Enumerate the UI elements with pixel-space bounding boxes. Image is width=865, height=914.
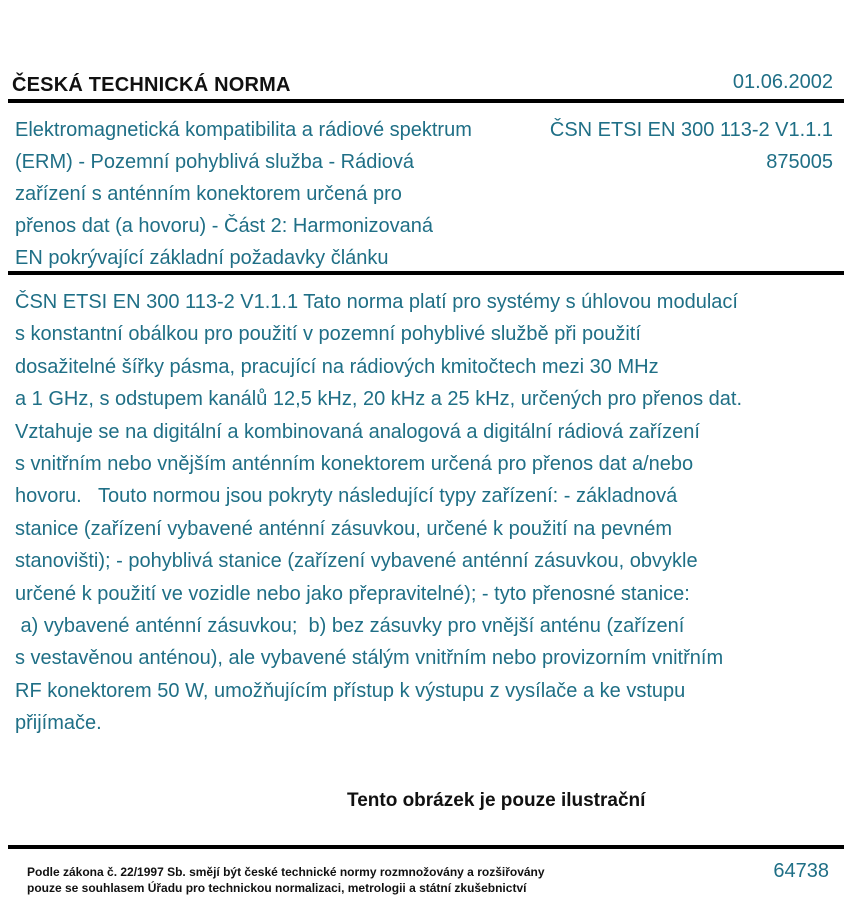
scope-line: ČSN ETSI EN 300 113-2 V1.1.1 Tato norma platí pro systémy s úhlovou modulací bbox=[15, 291, 738, 313]
standard-title-line: EN pokrývající základní požadavky článku bbox=[15, 247, 389, 269]
scope-line: a) vybavené anténní zásuvkou; b) bez zásuvky pro vnější anténu (zařízení bbox=[15, 615, 685, 638]
scope-line: s vestavěnou anténou), ale vybavené stálým vnitřním nebo provizorním vnitřním bbox=[15, 647, 724, 670]
copyright-notice bbox=[27, 864, 545, 896]
scope-line: RF konektorem 50 W, umožňujícím přístup k výstupu z vysílače a ke vstupu bbox=[15, 679, 686, 702]
standard-title-line: přenos dat (a hovoru) - Část 2: Harmonizovaná bbox=[15, 215, 433, 237]
scope-line: určené k použití ve vozidle nebo jako přepravitelné); - tyto přenosné stanice: bbox=[15, 582, 690, 605]
bottom-divider bbox=[8, 845, 844, 849]
standard-title-line: Elektromagnetická kompatibilita a rádiové spektrum bbox=[15, 119, 472, 141]
standard-title-line: zařízení s anténním konektorem určená pro bbox=[15, 183, 402, 205]
catalog-code: 64738 bbox=[773, 860, 829, 882]
scope-line: dosažitelné šířky pásma, pracující na rádiových kmitočtech mezi 30 MHz bbox=[15, 355, 659, 378]
scope-paragraph bbox=[15, 286, 835, 740]
classification-number: 875005 bbox=[766, 151, 833, 173]
top-divider bbox=[8, 99, 844, 103]
document-heading: ČESKÁ TECHNICKÁ NORMA bbox=[12, 74, 291, 96]
copyright-line: pouze se souhlasem Úřadu pro technickou normalizaci, metrologii a státní zkušebnictví bbox=[27, 881, 527, 895]
copyright-line: Podle zákona č. 22/1997 Sb. smějí být české technické normy rozmnožovány a rozšiřovány bbox=[27, 865, 545, 879]
scope-line: a 1 GHz, s odstupem kanálů 12,5 kHz, 20 kHz a 25 kHz, určených pro přenos dat. bbox=[15, 388, 743, 411]
standard-title-line: (ERM) - Pozemní pohyblivá služba - Rádiová bbox=[15, 151, 415, 173]
scope-line: s vnitřním nebo vnějším anténním konektorem určená pro přenos dat a/nebo bbox=[15, 453, 694, 476]
scope-line: s konstantní obálkou pro použití v pozemní pohyblivé službě při použití bbox=[15, 323, 641, 346]
scope-line: Vztahuje se na digitální a kombinovaná analogová a digitální rádiová zařízení bbox=[15, 420, 700, 443]
standard-number: ČSN ETSI EN 300 113-2 V1.1.1 bbox=[549, 119, 833, 141]
illustration-notice: Tento obrázek je pouze ilustrační bbox=[347, 790, 646, 811]
scope-line: stanice (zařízení vybavené anténní zásuvkou, určené k použití na pevném bbox=[15, 517, 673, 540]
publication-date: 01.06.2002 bbox=[732, 71, 833, 93]
middle-divider bbox=[8, 271, 844, 275]
standard-title bbox=[15, 114, 505, 274]
scope-line: hovoru. Touto normou jsou pokryty následující typy zařízení: - základnová bbox=[15, 485, 678, 508]
scope-line: stanovišti); - pohyblivá stanice (zařízení vybavené anténní zásuvkou, obvykle bbox=[15, 550, 698, 573]
scope-line: přijímače. bbox=[15, 712, 102, 735]
standard-identifier bbox=[550, 114, 833, 178]
